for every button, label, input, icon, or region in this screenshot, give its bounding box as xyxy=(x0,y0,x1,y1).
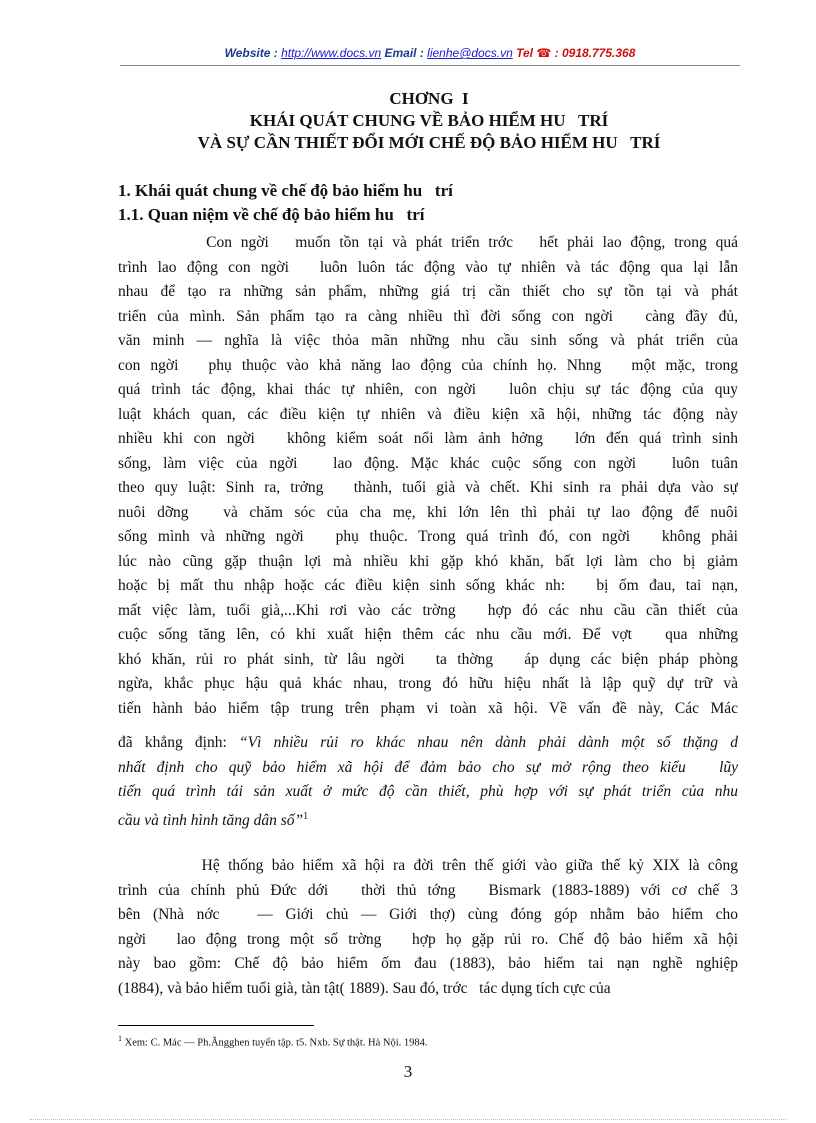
text-line: (1884), và bảo hiểm tuổi già, tàn tật( 1889). Sau đó, trớc tác dụng tích cực của xyxy=(118,979,611,997)
tel-label: Tel xyxy=(516,46,533,60)
header-divider xyxy=(120,65,740,66)
quote-line: tiến quá trình tái sản xuất ở mức độ cần thiết, phù hợp với sự phát triển của nhu xyxy=(118,783,738,800)
text-line: nhau để tạo ra những sản phẩm, những giá trị cần thiết cho sự tồn tại và phát xyxy=(118,283,738,300)
text-line: con ngời phụ thuộc vào khả năng lao động của chính họ. Nhng một mặc, trong xyxy=(118,356,738,374)
footnote-text: Xem: C. Mác — Ph.Ăngghen tuyển tập. t5. Nxb. Sự thật. Hà Nội. 1984. xyxy=(122,1037,428,1049)
text-line: Con ngời muốn tồn tại và phát triển trớc hết phải lao động, trong quá xyxy=(118,234,738,251)
section-heading-1: 1. Khái quát chung về chế độ bảo hiểm hu trí xyxy=(118,181,453,200)
text-line: nuôi dỡng và chăm sóc của cha mẹ, khi lớn lên thì phải tự lao động để nuôi xyxy=(118,503,738,521)
quote-block xyxy=(118,731,738,829)
text-line: bên (Nhà nớc — Giới chủ — Giới thợ) cùng đóng góp nhằm bảo hiểm cho xyxy=(118,906,738,923)
paragraph-2 xyxy=(118,854,738,1001)
text-line: sống mình và những ngời phụ thuộc. Trong quá trình đó, con ngời không phải xyxy=(118,528,738,545)
footnote-number: 1 xyxy=(118,1034,122,1043)
text-line: ngời lao động trong một số trờng hợp họ gặp rủi ro. Chế độ bảo hiểm xã hội xyxy=(118,930,738,948)
quote-intro: đã khẳng định: xyxy=(118,734,239,751)
text-line: khó khăn, rủi ro phát sinh, từ lâu ngời ta thờng áp dụng các biện pháp phòng xyxy=(118,650,738,668)
page-header: Website : http://www.docs.vn Email : lienhe@docs.vn Tel ☎ : 0918.775.368 xyxy=(224,46,636,60)
paragraph-1 xyxy=(118,231,738,721)
text-line: tiến hành bảo hiểm tập trung trên phạm vi toàn xã hội. Về vấn đề này, Các Mác xyxy=(118,699,738,717)
text-line: sống, làm việc của ngời lao động. Mặc khác cuộc sống con ngời luôn tuân xyxy=(118,454,738,472)
text-line: cuộc sống tăng lên, có khi xuất hiện thêm các nhu cầu mới. Để vợt qua những xyxy=(118,626,738,643)
email-label: Email xyxy=(384,46,417,60)
section-heading-1-1: 1.1. Quan niệm về chế độ bảo hiểm hu trí xyxy=(118,205,425,224)
text-line: văn minh — nghĩa là việc thỏa mãn những nhu cầu sinh sống và phát triển của xyxy=(118,332,738,349)
footnote-divider xyxy=(118,1025,314,1026)
page-bottom-border xyxy=(30,1119,786,1120)
chapter-title-line1: KHÁI QUÁT CHUNG VỀ BẢO HIỂM HU TRÍ xyxy=(249,111,609,130)
chapter-heading xyxy=(118,88,740,154)
text-line: Hệ thống bảo hiểm xã hội ra đời trên thế giới vào giữa thế kỷ XIX là công xyxy=(118,857,738,874)
text-line: hoặc bị mất thu nhập hoặc các điều kiện sinh sống khác nh: bị ốm đau, tai nạn, xyxy=(118,577,738,594)
chapter-number: CHƠNG I xyxy=(389,89,469,108)
quote-line: đã khẳng định: “Vì nhiều rủi ro khác nhau nên dành phải dành một số thặng d xyxy=(118,734,738,751)
text-line: trình của chính phủ Đức dới thời thủ tớng Bismark (1883-1889) với cơ chế 3 xyxy=(118,881,738,899)
website-label: Website xyxy=(224,46,271,60)
footnote-ref[interactable]: 1 xyxy=(303,810,309,822)
text-line: ngừa, khắc phục hậu quả khác nhau, trong đó hữu hiệu nhất là lập quỹ dự trữ và xyxy=(118,675,738,692)
footnote xyxy=(118,1034,428,1049)
phone-icon: ☎ xyxy=(536,46,552,60)
quote-line: nhất định cho quỹ bảo hiểm xã hội để đảm bảo cho sự mở rộng theo kiểu lũy xyxy=(118,758,738,776)
email-link[interactable]: lienhe@docs.vn xyxy=(427,46,513,60)
text-line: mất việc làm, tuổi già,...Khi rơi vào các trờng hợp đó các nhu cầu cần thiết của xyxy=(118,601,738,619)
chapter-title-line2: VÀ SỰ CẦN THIẾT ĐỔI MỚI CHẾ ĐỘ BẢO HIỂM HU TRÍ xyxy=(197,133,661,152)
tel-number: 0918.775.368 xyxy=(561,46,636,60)
text-line: theo quy luật: Sinh ra, trởng thành, tuổi già và chết. Khi sinh ra phải dựa vào sự xyxy=(118,479,738,496)
quote-line: cầu và tình hình tăng dân số”$^1$ xyxy=(118,810,309,829)
page-number: 3 xyxy=(403,1062,413,1081)
text-line: lúc nào cũng gặp thuận lợi mà nhiều khi gặp khó khăn, bất lợi làm cho bị giảm xyxy=(118,552,738,570)
text-line: triển của mình. Sản phẩm tạo ra càng nhiều thì đời sống con ngời càng đầy đủ, xyxy=(118,307,738,325)
text-line: trình lao động con ngời luôn luôn tác động vào tự nhiên và tác động qua lại lẫn xyxy=(118,258,738,276)
text-line: nhiều khi con ngời không kiểm soát nổi làm ảnh hởng lớn đến quá trình sinh xyxy=(118,430,738,447)
text-line: này bao gồm: Chế độ bảo hiểm ốm đau (1883), bảo hiểm tai nạn nghề nghiệp xyxy=(118,955,738,972)
text-line: quá trình tác động, khai thác tự nhiên, con ngời luôn chịu sự tác động của quy xyxy=(118,381,738,398)
website-link[interactable]: http://www.docs.vn xyxy=(281,46,382,60)
text-line: luật khách quan, các điều kiện tự nhiên và điều kiện xã hội, những tác động này xyxy=(118,405,738,423)
